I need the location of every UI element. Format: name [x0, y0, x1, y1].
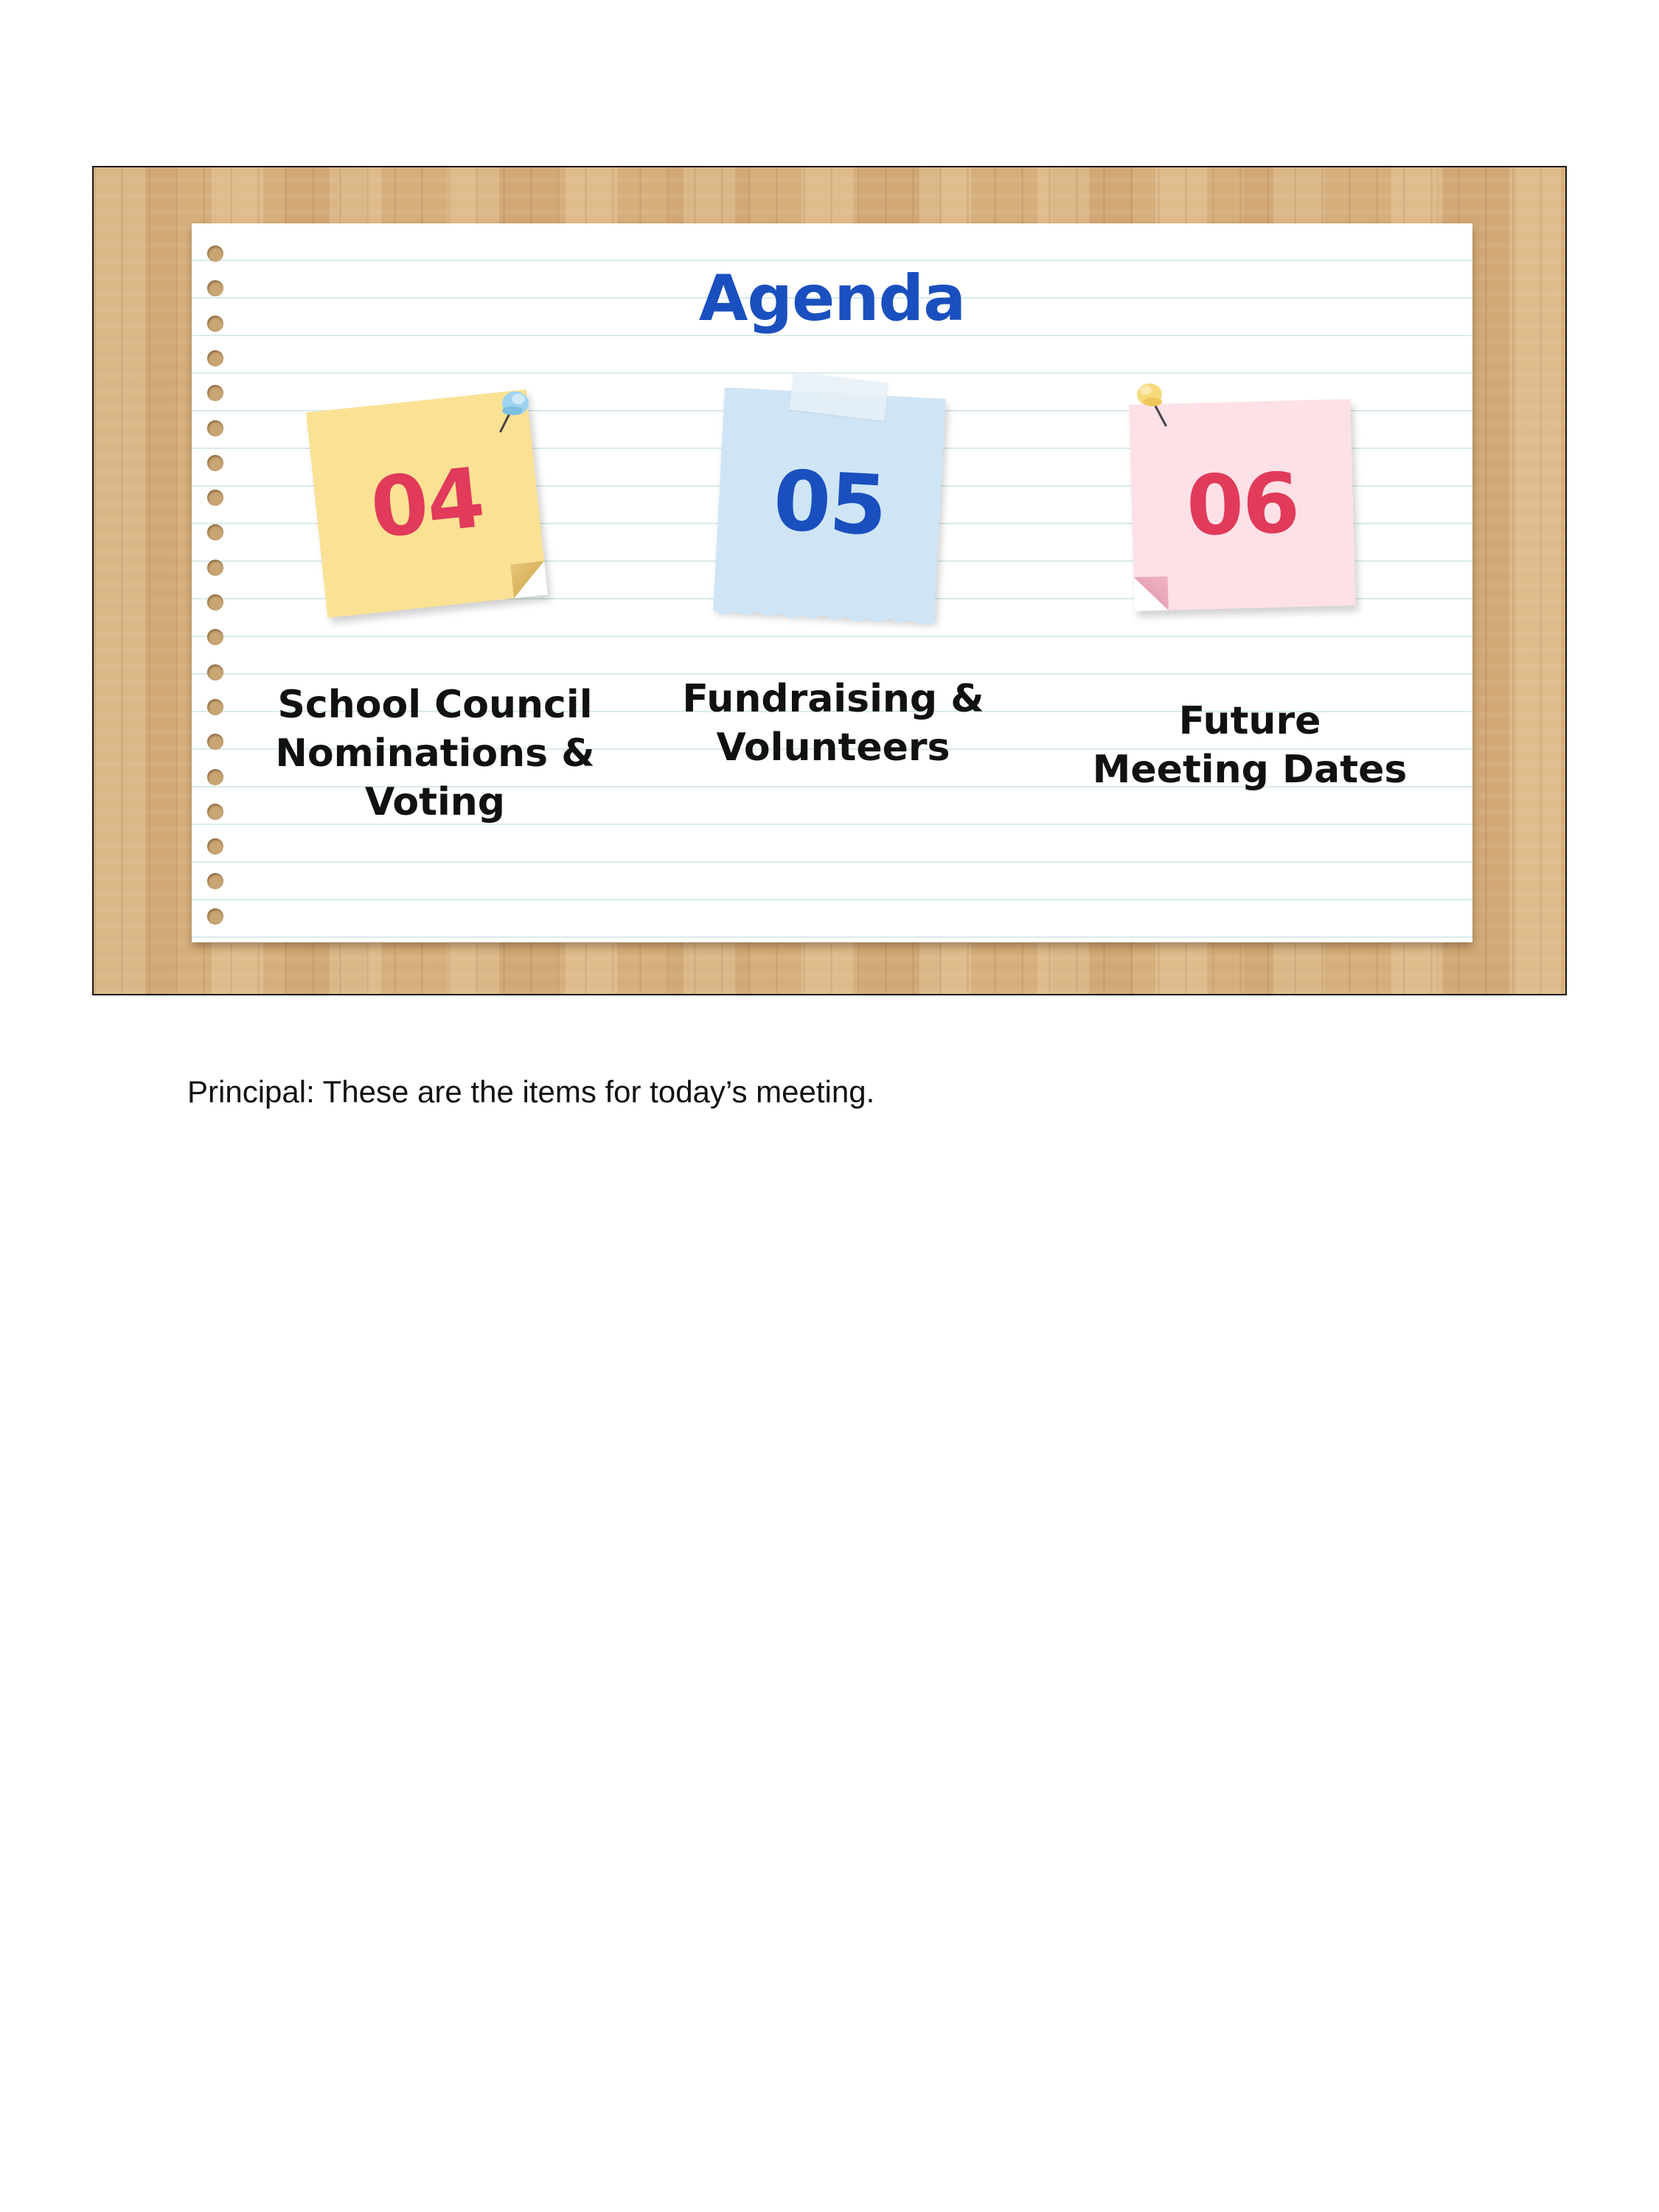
binder-hole: [207, 246, 223, 262]
torn-edge: [713, 607, 934, 627]
tape-icon: [789, 372, 888, 421]
page-curl-cut: [1134, 577, 1169, 611]
binder-hole: [207, 804, 223, 820]
binder-hole: [207, 350, 223, 366]
label-line: Nominations &: [275, 731, 595, 776]
binder-hole: [207, 734, 223, 750]
label-line: School Council: [277, 683, 593, 727]
agenda-label-06: [1065, 697, 1434, 794]
binder-hole: [207, 699, 223, 715]
slide-title: Agenda: [698, 262, 966, 335]
page-curl-cut: [510, 561, 548, 599]
agenda-number-05: 05: [771, 453, 888, 554]
binder-hole: [207, 664, 223, 681]
binder-hole: [207, 490, 223, 506]
binder-hole: [207, 420, 223, 437]
label-line: Volunteers: [716, 726, 950, 770]
notebook-paper: [192, 223, 1472, 942]
binder-hole: [207, 908, 223, 925]
agenda-label-05: [649, 675, 1018, 772]
label-line: Future: [1178, 699, 1321, 743]
agenda-number-06: 06: [1185, 456, 1300, 554]
label-line: Meeting Dates: [1092, 748, 1408, 792]
binder-hole: [207, 838, 223, 855]
binder-hole: [207, 560, 223, 576]
binder-hole: [207, 629, 223, 645]
binder-hole: [207, 455, 223, 471]
label-line: Fundraising &: [682, 677, 984, 721]
binder-hole: [207, 385, 223, 401]
sticky-note-05: [713, 387, 945, 619]
binder-hole: [207, 873, 223, 889]
label-line: Voting: [364, 780, 506, 824]
pushpin-blue-icon: [490, 386, 535, 445]
pushpin-yellow-icon: [1132, 378, 1176, 437]
slide: [92, 166, 1567, 995]
agenda-number-04: 04: [366, 450, 488, 557]
speaker-note: Principal: These are the items for today’s meeting.: [187, 1074, 875, 1109]
binder-hole: [207, 769, 223, 785]
binder-hole: [207, 594, 223, 611]
binder-hole: [207, 524, 223, 540]
agenda-label-04: [251, 681, 619, 827]
